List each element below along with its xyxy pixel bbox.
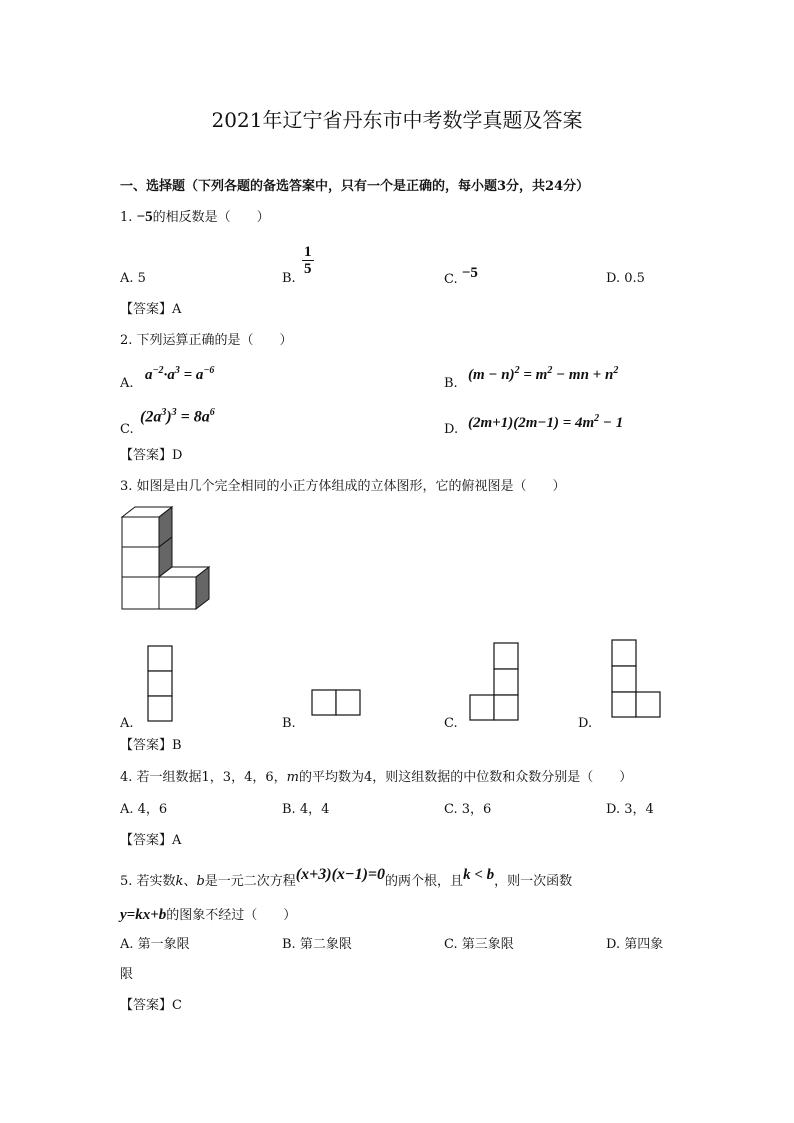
q2-option-d: D. — [444, 422, 459, 437]
q5-var-b: b — [196, 874, 205, 889]
q1-text: 的相反数是（ ） — [152, 210, 270, 225]
q1-option-a: A. 5 — [120, 271, 146, 286]
q5-answer: 【答案】C — [120, 998, 182, 1013]
q1-number: 1. — [120, 210, 133, 225]
q4-variable: m — [286, 770, 299, 785]
q5-function: y=kx+b — [120, 907, 167, 923]
q1-option-c — [444, 265, 478, 288]
q1-option-c-math: −5 — [461, 265, 478, 281]
q1-option-b-fraction — [302, 244, 314, 277]
q1-answer: 【答案】A — [120, 302, 182, 317]
q2-option-b-math: $(m - n)^2 = m^2$ − mn + $n^2$ — [468, 365, 619, 383]
q5-option-a: A. 第一象限 — [120, 937, 190, 952]
q4-answer: 【答案】A — [120, 833, 182, 848]
q2-option-c: C. — [120, 422, 134, 437]
page-title: 2021年辽宁省丹东市中考数学真题及答案 — [211, 108, 583, 132]
q5-mid: 是一元二次方程 — [204, 874, 296, 889]
q3-option-c: C. — [444, 716, 458, 731]
q5-option-b: B. 第二象限 — [282, 937, 352, 952]
q5-var-k: k — [175, 874, 184, 889]
q2-option-b: B. — [444, 376, 458, 391]
q1-stem — [120, 209, 270, 226]
q2-option-c-math: $(2a^3)^3 = 8a^6$ — [140, 407, 215, 426]
q4-stem-pre: 4. 若一组数据1，3，4，6， — [120, 770, 287, 785]
q2-stem: 2. 下列运算正确的是（ ） — [120, 333, 293, 348]
q5-equation: (x+3)(x−1)=0 — [295, 866, 386, 883]
q5-post1: 的两个根，且 — [385, 874, 464, 889]
q5-pre: 5. 若实数 — [120, 874, 176, 889]
q3-stem: 3. 如图是由几个完全相同的小正方体组成的立体图形，它的俯视图是（ ） — [120, 479, 566, 494]
option-label: C. — [444, 272, 458, 287]
section-heading: 一、选择题（下列各题的备选答案中，只有一个是正确的，每小题3分，共24分） — [120, 179, 590, 194]
q3-answer: 【答案】B — [120, 738, 182, 753]
q5-sep: 、 — [183, 874, 197, 889]
q1-math: −5 — [136, 209, 153, 225]
q4-stem-post: 的平均数为4，则这组数据的中位数和众数分别是（ ） — [298, 770, 633, 785]
q3-option-c-figure — [468, 641, 520, 723]
q5-option-c: C. 第三象限 — [444, 937, 514, 952]
q3-option-d-figure — [610, 638, 662, 720]
q5-option-d: D. 第四象 — [606, 937, 664, 952]
q5-inequality: k < b — [463, 867, 495, 883]
q2-option-a-math: $a^{-2}\cdot a^3 = a^{-6}$ — [145, 365, 215, 383]
q4-option-a: A. 4，6 — [120, 802, 168, 817]
q4-option-d: D. 3，4 — [606, 802, 654, 817]
cube-figure — [115, 500, 225, 618]
q5-option-d-wrap: 限 — [120, 967, 134, 982]
q2-option-d-math: $(2m+1)(2m-1) = 4m^2 - 1$ — [468, 413, 624, 431]
q5-stem-line1 — [120, 866, 573, 890]
q3-option-b: B. — [282, 716, 296, 731]
q1-option-b: B. — [282, 271, 296, 286]
q3-option-a: A. — [120, 716, 134, 731]
fraction-denominator: 5 — [304, 261, 312, 277]
q5-stem-line2 — [120, 907, 296, 924]
q5-line2: 的图象不经过（ ） — [166, 908, 297, 923]
q4-option-c: C. 3，6 — [444, 802, 492, 817]
fraction-numerator: 1 — [304, 244, 312, 260]
q5-post2: ，则一次函数 — [494, 874, 573, 889]
q4-stem — [120, 770, 632, 786]
q2-option-a: A. — [120, 376, 134, 391]
q4-option-b: B. 4，4 — [282, 802, 330, 817]
q3-option-b-figure — [310, 688, 362, 718]
q1-option-d: D. 0.5 — [606, 271, 645, 286]
q3-option-a-figure — [146, 644, 174, 724]
q3-option-d: D. — [578, 716, 593, 731]
q2-answer: 【答案】D — [120, 448, 183, 463]
